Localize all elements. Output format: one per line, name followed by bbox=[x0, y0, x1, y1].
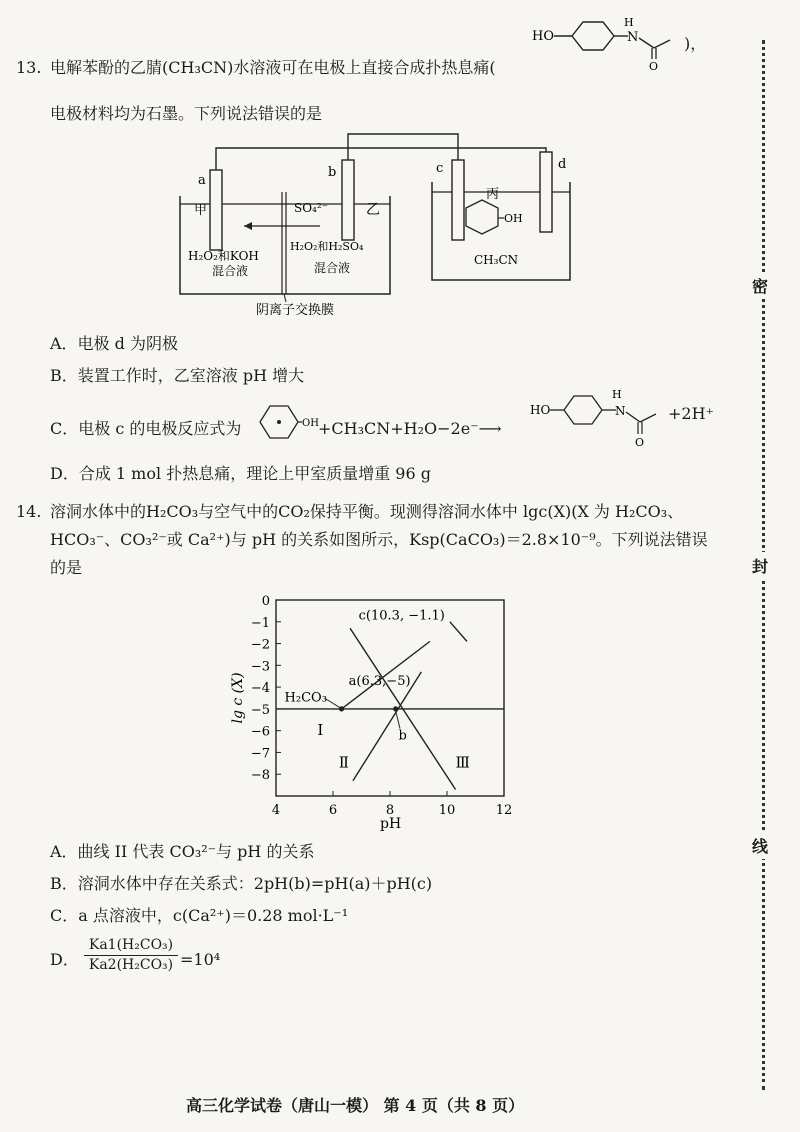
series-line-c-segment bbox=[450, 622, 467, 642]
mol-o-label: O bbox=[649, 60, 659, 73]
sol-mid-2: 混合液 bbox=[314, 261, 351, 275]
y-tick-label: −5 bbox=[250, 702, 270, 718]
q13-option-c-mid: +CH₃CN+H₂O−2e⁻⟶ bbox=[318, 419, 502, 438]
q13-option-a: A．电极 d 为阴极 bbox=[50, 334, 178, 353]
q13-stem-line1: 电解苯酚的乙腈(CH₃CN)水溶液可在电极上直接合成扑热息痛( bbox=[50, 58, 496, 77]
svg-text:HO: HO bbox=[530, 403, 551, 417]
q13-paracetamol-structure bbox=[530, 14, 690, 72]
phenol-oh: OH bbox=[504, 212, 523, 225]
label-curve-3: Ⅲ bbox=[455, 753, 471, 772]
x-tick-label: 6 bbox=[328, 803, 338, 818]
y-axis-label: lg c (X) bbox=[230, 672, 246, 724]
q14-option-b: B．溶洞水体中存在关系式：2pH(b)=pH(a)＋pH(c) bbox=[50, 874, 433, 893]
arrow-left-icon bbox=[244, 222, 252, 230]
mol-n-label: N bbox=[627, 30, 639, 45]
label-a: a(6.3,−5) bbox=[348, 673, 411, 689]
y-tick-label: −3 bbox=[250, 659, 270, 675]
room-jia: 甲 bbox=[194, 203, 208, 218]
mol-h-label: H bbox=[624, 16, 634, 29]
q13-stem-line2: 电极材料均为石墨。下列说法错误的是 bbox=[50, 104, 323, 123]
sol-mid-1: H₂O₂和H₂SO₄ bbox=[290, 240, 364, 253]
svg-text:N: N bbox=[615, 404, 626, 418]
label-b: b bbox=[328, 165, 337, 180]
q14-stem-line3: 的是 bbox=[50, 558, 83, 577]
phenol-ring-icon bbox=[466, 200, 498, 234]
c-phenol-oh: OH bbox=[302, 418, 319, 429]
point-b bbox=[393, 706, 398, 711]
y-tick-label: −7 bbox=[250, 746, 270, 762]
q13-apparatus-diagram bbox=[170, 122, 590, 318]
fraction-denominator: Ka2(H₂CO₃) bbox=[88, 957, 174, 973]
seal-char-mi: 密 bbox=[752, 272, 768, 299]
label-c: c(10.3, −1.1) bbox=[358, 608, 445, 624]
ion-label: SO₄²⁻ bbox=[294, 201, 329, 215]
x-tick-label: 10 bbox=[438, 803, 456, 818]
q14-option-d-rhs: =10⁴ bbox=[180, 950, 221, 969]
leader-line-b bbox=[396, 711, 400, 728]
y-tick-label: −2 bbox=[250, 637, 270, 653]
electrode-a bbox=[210, 170, 222, 250]
x-axis-label: pH bbox=[380, 816, 402, 832]
q14-option-d-label: D． bbox=[50, 950, 79, 969]
x-tick-label: 8 bbox=[385, 803, 395, 818]
q13-number: 13. bbox=[16, 58, 42, 77]
label-h2co3: H₂CO₃ bbox=[284, 690, 327, 706]
svg-text:H: H bbox=[612, 388, 622, 401]
label-curve-2: Ⅱ bbox=[338, 753, 349, 772]
fraction-numerator: Ka1(H₂CO₃) bbox=[84, 936, 178, 956]
seal-char-xian: 线 bbox=[752, 832, 768, 859]
label-curve-1: Ⅰ bbox=[317, 721, 324, 740]
electrode-b bbox=[342, 160, 354, 240]
page-footer: 高三化学试卷（唐山一模） 第 4 页（共 8 页） bbox=[186, 1096, 525, 1115]
y-tick-label: −4 bbox=[250, 681, 270, 697]
label-c: c bbox=[436, 161, 444, 176]
y-tick-label: 0 bbox=[261, 594, 270, 609]
label-a: a bbox=[198, 173, 206, 188]
svg-text:O: O bbox=[635, 436, 645, 449]
x-tick-label: 12 bbox=[495, 803, 513, 818]
electrode-d bbox=[540, 152, 552, 232]
membrane-label: 阴离子交换膜 bbox=[256, 303, 335, 318]
q14-number: 14. bbox=[16, 502, 42, 521]
sol-left-1: H₂O₂和KOH bbox=[188, 249, 259, 263]
q14-stem-line1: 溶洞水体中的H₂CO₃与空气中的CO₂保持平衡。现测得溶洞水体中 lgc(X)(X 为 H₂CO₃、 bbox=[50, 502, 684, 521]
y-tick-label: −6 bbox=[250, 724, 270, 740]
q13-option-c-post: +2H⁺ bbox=[668, 404, 714, 423]
y-tick-label: −1 bbox=[250, 615, 270, 631]
room-bing: 丙 bbox=[486, 187, 500, 202]
benzene-ring-icon bbox=[572, 22, 614, 50]
q14-option-c: C．a 点溶液中，c(Ca²⁺)＝0.28 mol·L⁻¹ bbox=[50, 906, 349, 925]
sol-left-2: 混合液 bbox=[212, 264, 249, 278]
q14-stem-line2: HCO₃⁻、CO₃²⁻或 Ca²⁺)与 pH 的关系如图所示，Ksp(CaCO₃)＝2.8×10⁻⁹。下列说法错误 bbox=[50, 530, 708, 549]
mol-ho-label: HO bbox=[532, 29, 554, 44]
q13-option-c-phenol bbox=[256, 400, 319, 446]
label-b: b bbox=[398, 728, 407, 744]
seal-char-feng: 封 bbox=[752, 552, 768, 579]
x-tick-label: 4 bbox=[271, 803, 281, 818]
q13-option-d: D．合成 1 mol 扑热息痛，理论上甲室质量增重 96 g bbox=[50, 464, 431, 483]
q13-option-b: B．装置工作时，乙室溶液 pH 增大 bbox=[50, 366, 305, 385]
y-tick-label: −8 bbox=[250, 768, 270, 784]
q14-option-d-fraction bbox=[84, 936, 178, 974]
room-yi: 乙 bbox=[366, 202, 380, 218]
q13-option-c-pre: C．电极 c 的电极反应式为 bbox=[50, 419, 242, 438]
solvent-label: CH₃CN bbox=[474, 253, 519, 267]
q13-option-c-product bbox=[530, 384, 680, 448]
q13-stem-line1-end: )， bbox=[684, 34, 707, 53]
label-d: d bbox=[558, 157, 567, 172]
electrode-c bbox=[452, 160, 464, 240]
q14-chart bbox=[220, 588, 520, 832]
q14-option-a: A．曲线 II 代表 CO₃²⁻与 pH 的关系 bbox=[50, 842, 315, 861]
